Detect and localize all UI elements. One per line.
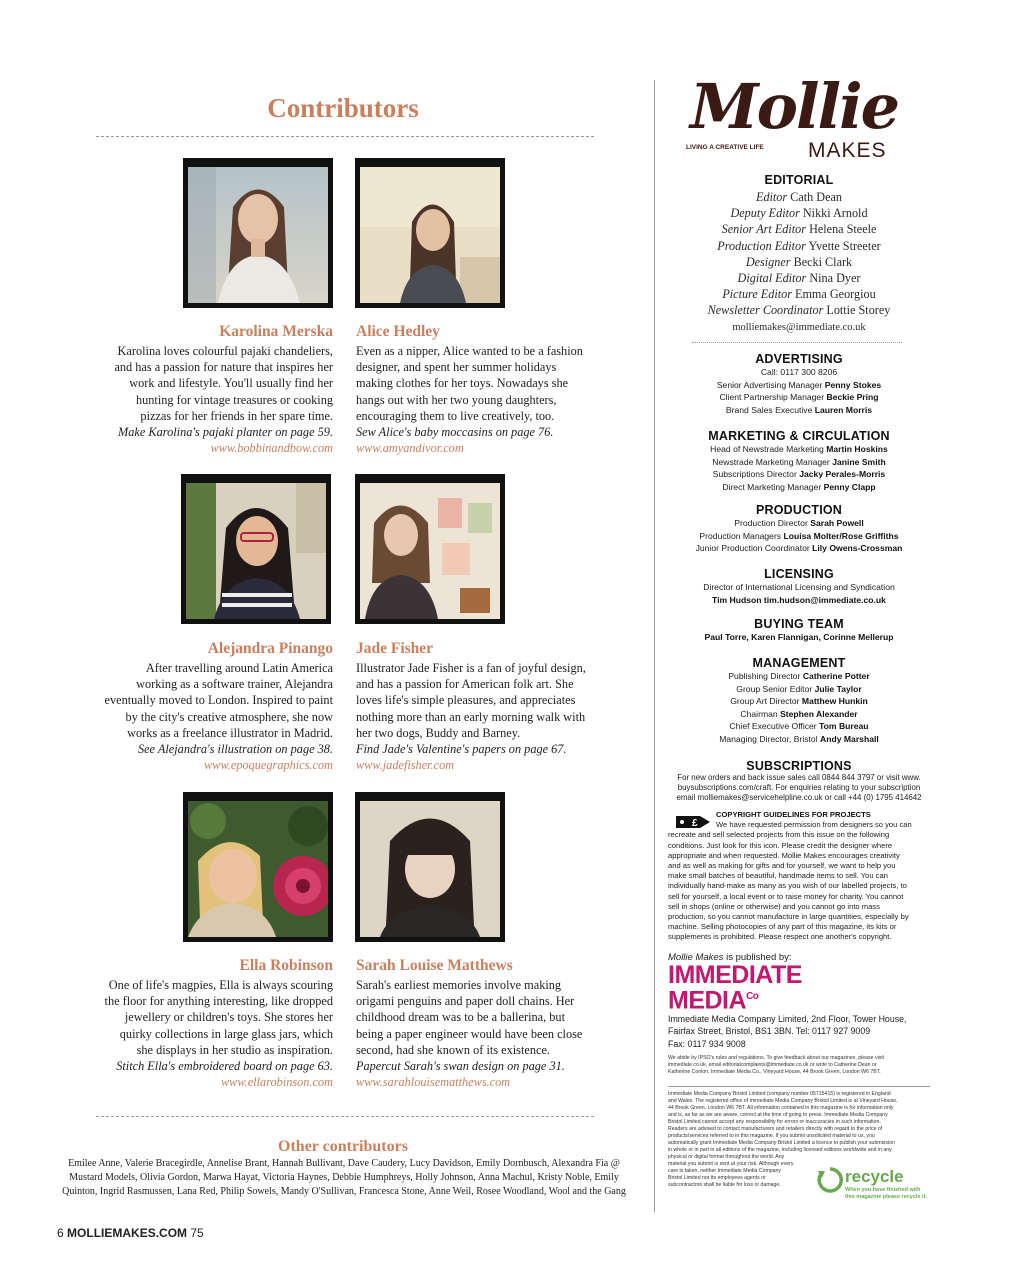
copyright-guidelines: COPYRIGHT GUIDELINES FOR PROJECTS We have requested permission from designers so you can recreate and sell selected projects from this issue on the following conditions. Just look for this icon. Please credit the designer where appropriate and when requested. Mollie Makes encourages creativity and as well as making for gifts and for yourself, we want to help you make small batches of beautiful, handmade items to sell. You can individually hand-make as many as you wish of our labelled projects, to sell for yourself, a local event or to raise money for charity. You cannot sell in shops (online or otherwise) and you cannot go into mass production, so you cannot manufacture in large quantities, especially by machine. Selling photocopies of any part of this magazine, its kits or supplements is prohibited. Please respect one another's copyright. [668, 810, 912, 942]
project-reference: Make Karolina's pajaki planter on page 59. [118, 425, 333, 440]
contributor-name: Jade Fisher [356, 640, 434, 657]
mollie-makes-logo: Mollie LIVING A CREATIVE LIFE MAKES [686, 70, 899, 162]
legal-divider [668, 1086, 930, 1087]
editorial-email-link[interactable]: molliemakes@immediate.co.uk [732, 321, 866, 333]
contributor-name: Alejandra Pinango [207, 640, 333, 657]
project-reference: Sew Alice's baby moccasins on page 76. [356, 425, 554, 440]
photo-ella-robinson [183, 792, 333, 942]
contributor-name: Karolina Merska [219, 323, 333, 340]
page-title: Contributors [267, 93, 419, 123]
bio-sarah-louise-matthews: Sarah Louise Matthews Sarah's earliest memories involve making origami penguins and paper doll chains. Her childhood dream was to be a ballerina, but being a paper engineer would have been close second, had she known of its existence. Papercut Sarah's swan design on page 31. www.sarahlouisematthews.com [356, 956, 611, 1090]
project-reference: Stitch Ella's embroidered board on page 63. [116, 1059, 333, 1074]
contributor-name: Alice Hedley [356, 323, 440, 340]
advertising-section: ADVERTISING Call: 0117 300 8206 Senior Advertising Manager Penny Stokes Client Partnership Manager Beckie Pring Brand Sales Executive Lauren Morris [716, 352, 882, 415]
publisher-address: Immediate Media Company Limited, 2nd Floor, Tower House, Fairfax Street, Bristol, BS1 3BN. Tel: 0117 927 9009 Fax: 0117 934 9008 [668, 1014, 907, 1049]
contributor-website-link[interactable]: www.bobbinandbow.com [210, 441, 333, 456]
contributor-website-link[interactable]: www.ellarobinson.com [220, 1075, 333, 1090]
production-section: PRODUCTION Production Director Sarah Powell Production Managers Louisa Molter/Rose Griffiths Junior Production Coordinator Lily Owens-Crossman [695, 503, 903, 554]
site-name: MOLLIEMAKES.COM [67, 1226, 188, 1240]
marketing-section: MARKETING & CIRCULATION Head of Newstrade Marketing Martin Hoskins Newstrade Marketing Manager Janine Smith Subscriptions Director Jacky Perales-Morris Direct Marketing Manager Penny Clapp [708, 429, 890, 492]
legal-notice: Immediate Media Company Bristol Limited (company number 05715415) is registered in England and Wales. The registered office of Immediate Media Company Bristol Limited is at Vineyard House, 44 Brook Green, London W6 7BT. All information contained in this magazine is for information only and is, as far as we are aware, correct at the time of going to press. Immediate Media Company Bristol Limited cannot accept any responsibility for errors or inaccuracies in such information. Readers are advised to contact manufacturers and retailers directly with regard to the price of products/services referred to in this magazine. If you submit unsolicited material to us, you automatically grant Immediate Media Company Bristol Limited a licence to publish your submission in whole or in part in all editions of the magazine, including licensed editions worldwide and in any physical or digital format throughout the world. Any material you submit is sent at your risk. Although every care is taken, neither Immediate Media Company Bristol Limited nor its employees agents or subcontractors shall be liable for loss or damage. [668, 1091, 898, 1188]
photo-alejandra-pinango [181, 474, 331, 624]
other-contributors-list: Emilee Anne, Valerie Bracegirdle, Annelise Brant, Hannah Bullivant, Dave Caudery, Lucy Davidson, Emily Dornbusch, Alexandra Fia @ Mustard Models, Olivia Gordon, Marwa Hayat, Victoria Haynes, Debbie Humphreys, Holly Johnson, Anna Machul, Kristy Noble, Emily Quinton, Ingrid Rasmussen, Lana Red, Philip Sowels, Mandy O'Sullivan, Francesca Stone, Anne Weil, Rosee Woodland, Wool and the Gang [62, 1158, 626, 1197]
contributor-name: Ella Robinson [239, 957, 333, 974]
recycle-icon [817, 1167, 843, 1193]
bottom-divider [96, 1116, 594, 1117]
svg-text:£: £ [692, 818, 698, 829]
photo-sarah-louise-matthews [355, 792, 505, 942]
management-section: MANAGEMENT Publishing Director Catherine Potter Group Senior Editor Julie Taylor Group Art Director Matthew Hunkin Chairman Stephen Alexander Chief Executive Officer Tom Bureau Managing Director, Bristol Andy Marshall [719, 656, 879, 744]
editorial-section: EDITORIAL Editor Cath Dean Deputy Editor Nikki Arnold Senior Art Editor Helena Steele Production Editor Yvette Streeter Designer Becki Clark Digital Editor Nina Dyer Picture Editor Emma Georgiou Newsletter Coordinator Lottie Storey molliemakes@immediate.co.uk [664, 173, 934, 336]
contributor-website-link[interactable]: www.amyandivor.com [356, 441, 464, 456]
bio-alice-hedley: Alice Hedley Even as a nipper, Alice wanted to be a fashion designer, and spent her summer holidays making clothes for her toys. Nowadays she hangs out with her two young daughters, encouraging them to live creatively, too. Sew Alice's baby moccasins on page 76. www.amyandivor.com [356, 322, 606, 456]
bio-alejandra-pinango: Alejandra Pinango After travelling around Latin America working as a software trainer, Alejandra eventually moved to London. Inspired to paint by the city's creative atmosphere, she now works as a freelance illustrator in Madrid. See Alejandra's illustration on page 38. www.epoquegraphics.com [83, 639, 333, 773]
published-by: Mollie Makes is published by: [668, 952, 792, 963]
contributor-website-link[interactable]: www.jadefisher.com [356, 758, 455, 773]
title-divider [96, 136, 594, 137]
immediate-media-logo: IMMEDIATE $MEDIA^{Co}$ [668, 961, 802, 1015]
column-divider [654, 80, 655, 1212]
page-folio: 6 MOLLIEMAKES.COM 75 [57, 1226, 204, 1240]
other-contributors-title: Other contributors [278, 1138, 408, 1155]
project-reference: Find Jade's Valentine's papers on page 67. [356, 742, 567, 757]
project-reference: See Alejandra's illustration on page 38. [137, 742, 333, 757]
photo-karolina-merska [183, 158, 333, 308]
contributor-name: Sarah Louise Matthews [356, 957, 513, 974]
contributor-website-link[interactable]: www.sarahlouisematthews.com [356, 1075, 511, 1090]
licensing-section: LICENSING Director of International Licensing and Syndication Tim Hudson tim.hudson@immediate.co.uk [703, 567, 895, 605]
section-heading: EDITORIAL [764, 173, 834, 187]
photo-alice-hedley [355, 158, 505, 308]
ipso-notice: We abide by IPSO's rules and regulations. To give feedback about our magazines, please visit immediate.co.uk, email editorialcomplaints@immediate.co.uk or write to Catherine Dean or Katherine Conlon, Immediate Media Co., Vineyard House, 44 Brook Green, London W6 7BT. [668, 1055, 884, 1075]
contributor-website-link[interactable]: www.epoquegraphics.com [204, 758, 333, 773]
bio-karolina-merska: Karolina Merska Karolina loves colourful pajaki chandeliers, and has a passion for nature that inspires her work and lifestyle. You'll usually find her hunting for vintage treasures or cooking pizzas for her friends in her spare time. Make Karolina's pajaki planter on page 59. www.bobbinandbow.com [83, 322, 333, 456]
subscriptions-section: SUBSCRIPTIONS For new orders and back issue sales call 0844 844 3797 or visit www. buysubscriptions.com/craft. For enquiries relating to your subscription email molliemakes@servicehelpline.co.uk or call +44 (0) 1795 414642 [676, 759, 922, 803]
recycle-badge: recycle When you have finished with this magazine please recycle it. [815, 1165, 935, 1209]
bio-jade-fisher: Jade Fisher Illustrator Jade Fisher is a fan of joyful design, and has a passion for American folk art. She loves life's simple pleasures, and appreciates nothing more than an early morning walk with her two dogs, Buddy and Barney. Find Jade's Valentine's papers on page 67. www.jadefisher.com [356, 639, 611, 773]
buying-team-section: BUYING TEAM Paul Torre, Karen Flannigan, Corinne Mellerup [704, 617, 894, 642]
dotted-divider [692, 342, 902, 343]
photo-jade-fisher [355, 474, 505, 624]
bio-ella-robinson: Ella Robinson One of life's magpies, Ella is always scouring the floor for anything interesting, like dropped jewellery or children's toys. She stores her quirky collections in large glass jars, which she displays in her studio as inspiration. Stitch Ella's embroidered board on page 63. www.ellarobinson.com [83, 956, 333, 1090]
project-reference: Papercut Sarah's swan design on page 31. [356, 1059, 565, 1074]
